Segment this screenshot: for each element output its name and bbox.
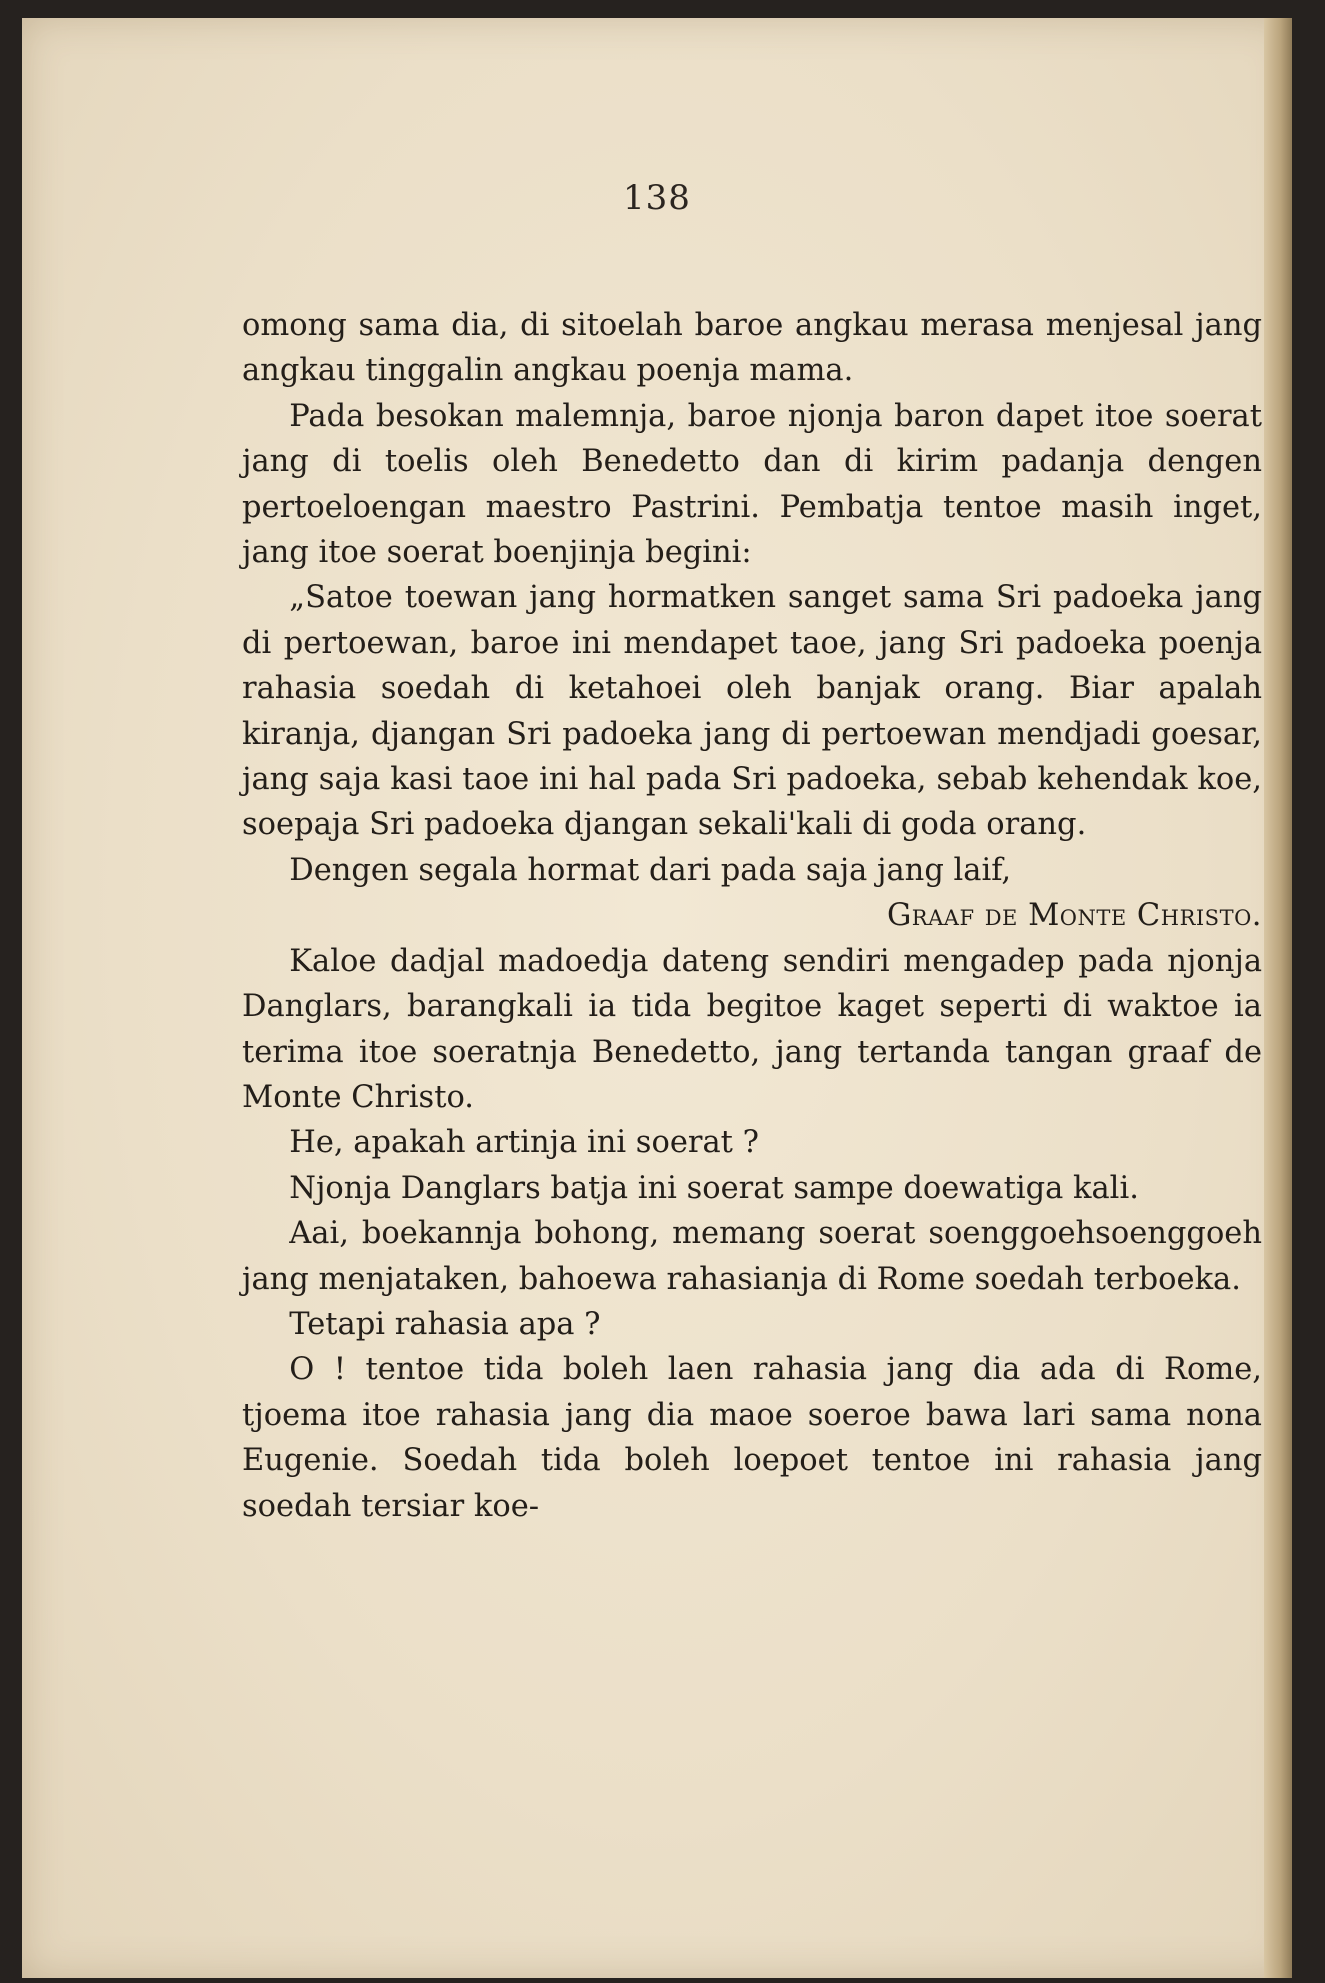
- page-number: 138: [623, 178, 691, 218]
- page-edge-shadow: [1264, 18, 1292, 1978]
- paragraph-6: Kaloe dadjal madoedja dateng sendiri mengadep pada njonja Danglars, barangkali ia tida begitoe kaget seperti di waktoe ia terima itoe soeratnja Benedetto, jang tertanda tangan graaf de Monte Christo.: [242, 943, 1262, 1115]
- paragraph-2: Pada besokan malemnja, baroe njonja baron dapet itoe soerat jang di toelis oleh Benedetto dan di kirim padanja dengen pertoeloengan maestro Pastrini. Pembatja tentoe masih inget, jang itoe soerat boenjinja begini:: [242, 398, 1262, 571]
- paragraph-closing: Dengen segala hormat dari pada saja jang laif,: [289, 852, 1012, 888]
- paragraph-10: Tetapi rahasia apa ?: [289, 1306, 601, 1342]
- paragraph-11: O ! tentoe tida boleh laen rahasia jang dia ada di Rome, tjoema itoe rahasia jang dia maoe soeroe bawa lari sama nona Eugenie. Soedah tida boleh loepoet tentoe ini rahasia jang soedah tersiar koe-: [242, 1352, 1262, 1524]
- paragraph-letter: „Satoe toewan jang hormatken sanget sama Sri padoeka jang di pertoewan, baroe ini mendapet taoe, jang Sri padoeka poenja rahasia soedah di ketahoei oleh banjak orang. Biar apalah kiranja, djangan Sri padoeka jang di pertoewan mendjadi goesar, jang saja kasi taoe ini hal pada Sri padoeka, sebab kehendak koe, soepaja Sri padoeka djangan sekali'kali di goda orang.: [242, 580, 1262, 843]
- paragraph-9: Aai, boekannja bohong, memang soerat soenggoehsoenggoeh jang menjataken, bahoewa rahasianja di Rome soedah terboeka.: [242, 1216, 1262, 1297]
- paragraph-8: Njonja Danglars batja ini soerat sampe doewatiga kali.: [289, 1170, 1139, 1206]
- signature: Graaf de Monte Christo.: [886, 898, 1262, 934]
- paragraph-1: omong sama dia, di sitoelah baroe angkau merasa menjesal jang angkau tinggalin angkau poenja mama.: [242, 308, 1262, 389]
- book-page: [22, 18, 1292, 1978]
- paragraph-7: He, apakah artinja ini soerat ?: [289, 1125, 759, 1161]
- body-text: [242, 303, 1262, 1529]
